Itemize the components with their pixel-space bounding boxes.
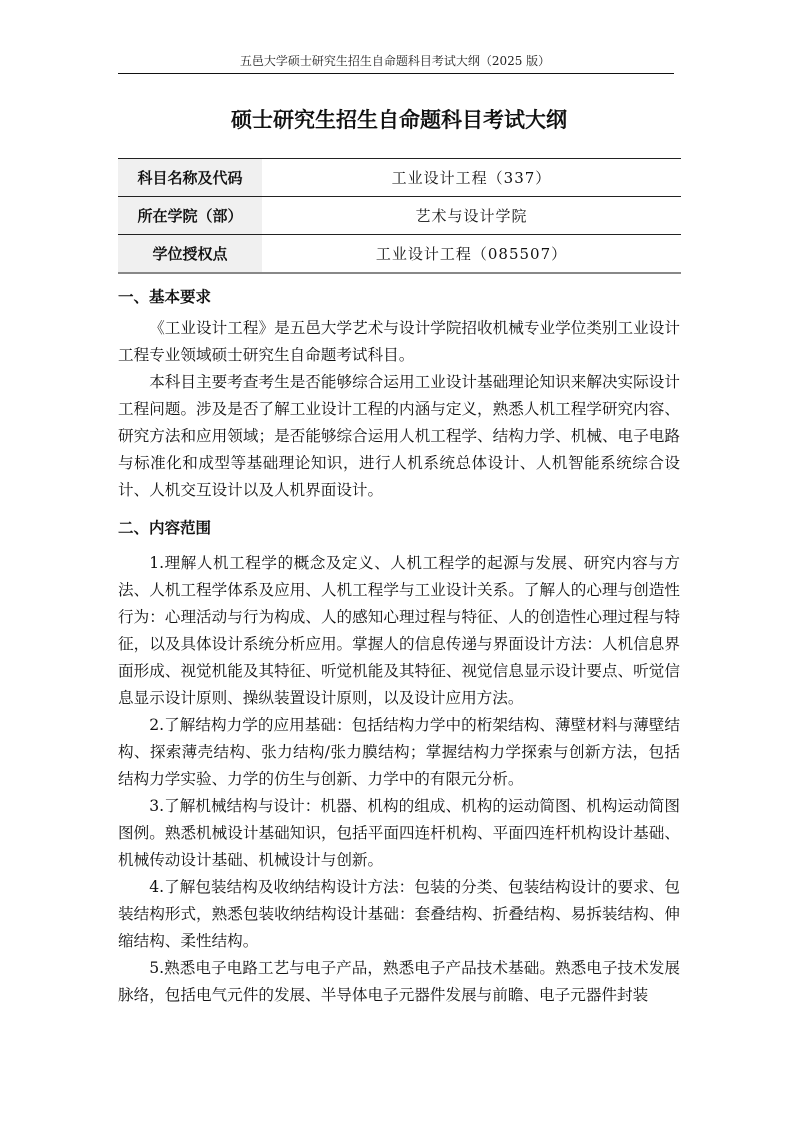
paragraph: 《工业设计工程》是五邑大学艺术与设计学院招收机械专业学位类别工业设计工程专业领域硕士研究生自命题考试科目。 [118, 319, 680, 364]
row-label: 科目名称及代码 [118, 159, 262, 197]
section-basic-requirements [118, 284, 680, 504]
paragraph: 4.了解包装结构及收纳结构设计方法：包装的分类、包装结构设计的要求、包装结构形式，熟悉包装收纳结构设计基础：套叠结构、折叠结构、易拆装结构、伸缩结构、柔性结构。 [118, 878, 680, 950]
paragraph: 3.了解机械结构与设计：机器、机构的组成、机构的运动简图、机构运动简图图例。熟悉机械设计基础知识，包括平面四连杆机构、平面四连杆机构设计基础、机械传动设计基础、机械设计与创新。 [118, 797, 680, 869]
table-row [118, 235, 681, 274]
header-divider [118, 73, 674, 74]
paragraph: 2.了解结构力学的应用基础：包括结构力学中的桁架结构、薄壁材料与薄壁结构、探索薄壳结构、张力结构/张力膜结构；掌握结构力学探索与创新方法，包括结构力学实验、力学的仿生与创新、力学中的有限元分析。 [118, 716, 680, 788]
running-header: 五邑大学硕士研究生招生自命题科目考试大纲（2025 版） [239, 54, 551, 68]
section-content-scope [118, 515, 680, 1009]
row-value: 工业设计工程（337） [262, 159, 681, 197]
paragraph: 1.理解人机工程学的概念及定义、人机工程学的起源与发展、研究内容与方法、人机工程学体系及应用、人机工程学与工业设计关系。了解人的心理与创造性行为：心理活动与行为构成、人的感知心理过程与特征、人的创造性心理过程与特征，以及具体设计系统分析应用。掌握人的信息传递与界面设计方法：人机信息界面形成、视觉机能及其特征、听觉机能及其特征、视觉信息显示设计要点、听觉信息显示设计原则、操纵装置设计原则，以及设计应用方法。 [118, 554, 680, 707]
table-row [118, 159, 681, 197]
row-label: 学位授权点 [118, 235, 262, 274]
table-row [118, 197, 681, 235]
paragraph: 5.熟悉电子电路工艺与电子产品，熟悉电子产品技术基础。熟悉电子技术发展脉络，包括电气元件的发展、半导体电子元器件发展与前瞻、电子元器件封装 [118, 959, 680, 1004]
page-title: 硕士研究生招生自命题科目考试大纲 [231, 108, 567, 132]
row-value: 艺术与设计学院 [262, 197, 681, 235]
section-heading: 一、基本要求 [118, 288, 212, 306]
info-table [118, 158, 681, 274]
row-value: 工业设计工程（085507） [262, 235, 681, 274]
section-heading: 二、内容范围 [118, 519, 212, 537]
paragraph: 本科目主要考查考生是否能够综合运用工业设计基础理论知识来解决实际设计工程问题。涉及是否了解工业设计工程的内涵与定义，熟悉人机工程学研究内容、研究方法和应用领域；是否能够综合运用人机工程学、结构力学、机械、电子电路与标准化和成型等基础理论知识，进行人机系统总体设计、人机智能系统综合设计、人机交互设计以及人机界面设计。 [118, 373, 680, 499]
row-label: 所在学院（部） [118, 197, 262, 235]
